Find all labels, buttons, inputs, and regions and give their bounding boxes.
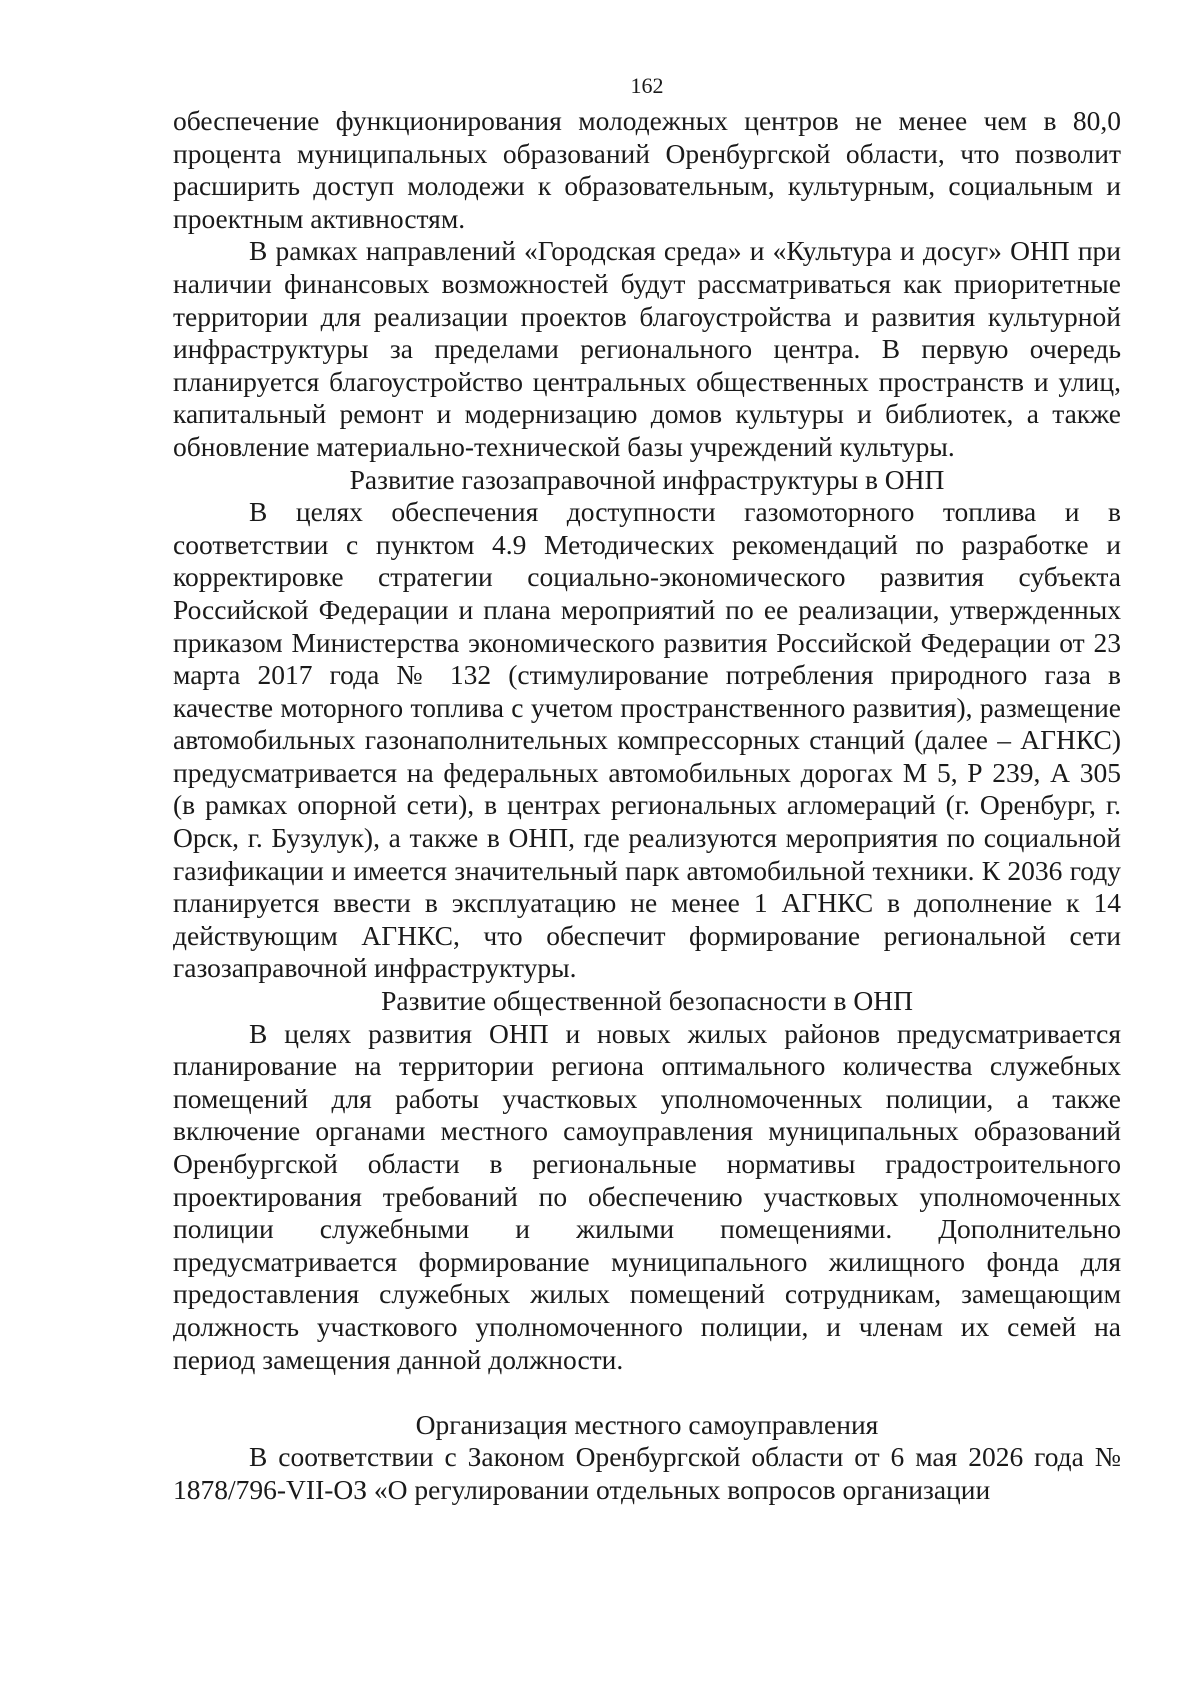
paragraph-youth-centers: обеспечение функционирования молодежных центров не менее чем в 80,0 процента муниципальных образований Оренбургской области, что позволит расширить доступ молодежи к образовательным, культурным, социальным и проектным активностям.	[173, 105, 1121, 234]
page-number: 162	[630, 73, 664, 98]
section-spacer	[173, 1376, 1121, 1409]
section-heading-public-safety: Развитие общественной безопасности в ОНП	[381, 985, 913, 1017]
document-page	[173, 72, 1121, 1507]
section-heading-gas-infrastructure: Развитие газозаправочной инфраструктуры в ОНП	[349, 463, 945, 495]
paragraph-urban-environment: В рамках направлений «Городская среда» и «Культура и досуг» ОНП при наличии финансовых возможностей будут рассматриваться как приоритетные территории для реализации проектов благоустройства и развития культурной инфраструктуры за пределами регионального центра. В первую очередь планируется благоустройство центральных общественных пространств и улиц, капитальный ремонт и модернизацию домов культуры и библиотек, а также обновление материально-технической базы учреждений культуры.	[173, 235, 1121, 462]
paragraph-local-government: В соответствии с Законом Оренбургской области от 6 мая 2026 года № 1878/796-VII-ОЗ «О регулировании отдельных вопросов организации	[173, 1441, 1121, 1505]
paragraph-public-safety: В целях развития ОНП и новых жилых районов предусматривается планирование на территории региона оптимального количества служебных помещений для работы участковых уполномоченных полиции, а также включение органами местного самоуправления муниципальных образований Оренбургской области в региональные нормативы градостроительного проектирования требований по обеспечению участковых уполномоченных полиции служебными и жилыми помещениями. Дополнительно предусматривается формирование муниципального жилищного фонда для предоставления служебных жилых помещений сотрудникам, замещающим должность участкового уполномоченного полиции, и членам их семей на период замещения данной должности.	[173, 1017, 1121, 1375]
section-heading-local-government: Организация местного самоуправления	[415, 1408, 879, 1440]
paragraph-gas-infrastructure: В целях обеспечения доступности газомоторного топлива и в соответствии с пунктом 4.9 Методических рекомендаций по разработке и корректировке стратегии социально-экономического развития субъекта Российской Федерации и плана мероприятий по ее реализации, утвержденных приказом Министерства экономического развития Российской Федерации от 23 марта 2017 года № 132 (стимулирование потребления природного газа в качестве моторного топлива с учетом пространственного развития), размещение автомобильных газонаполнительных компрессорных станций (далее – АГНКС) предусматривается на федеральных автомобильных дорогах М 5, Р 239, А 305 (в рамках опорной сети), в центрах региональных агломераций (г. Оренбург, г. Орск, г. Бузулук), а также в ОНП, где реализуются мероприятия по социальной газификации и имеется значительный парк автомобильной техники. К 2036 году планируется ввести в эксплуатацию не менее 1 АГНКС в дополнение к 14 действующим АГНКС, что обеспечит формирование региональной сети газозаправочной инфраструктуры.	[173, 496, 1121, 984]
